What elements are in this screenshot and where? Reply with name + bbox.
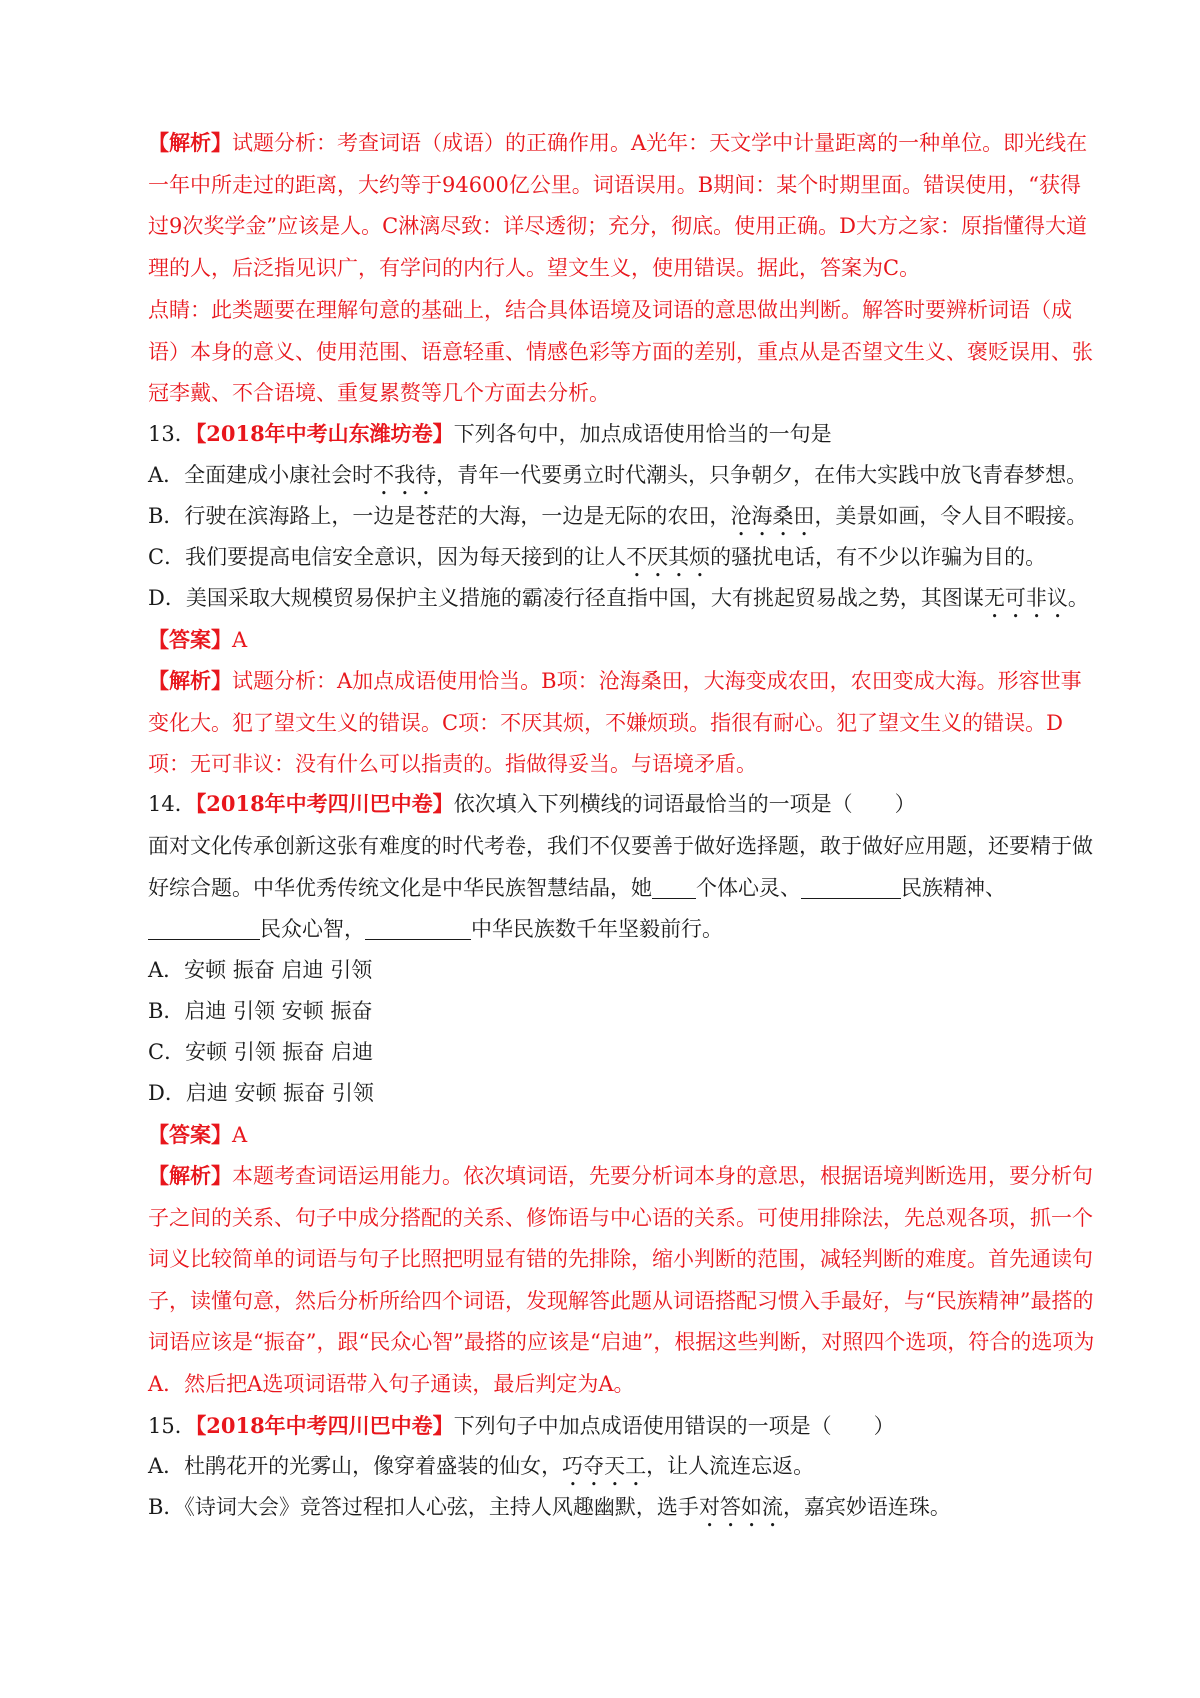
passage-text: 民族精神、 [901, 875, 1006, 900]
q14-source: 【2018年中考四川巴中卷】 [195, 791, 454, 816]
q12-analysis [148, 122, 1098, 289]
q14-number: 14． [148, 792, 196, 816]
dotted-idiom: 不厌其烦 [626, 545, 711, 569]
analysis-label: 【解析】 [148, 1163, 232, 1188]
passage-text: 面对文化传承创新这张有难度的时代考卷，我们不仅要善于做好选择题，敢于做好应用题，还要精于做好综合题。中华优秀传统文化是中华民族智慧结晶，她 [148, 834, 1093, 900]
q12-analysis-text: 试题分析：考查词语（成语）的正确作用。A光年：天文学中计量距离的一种单位。即光线在一年中所走过的距离，大约等于94600亿公里。词语误用。B期间：某个时期里面。错误使用，“获得过9次奖学金”应该是人。C淋漓尽致：详尽透彻；充分，彻底。使用正确。D大方之家：原指懂得大道理的人，后泛指见识广，有学问的内行人。望文生义，使用错误。据此，答案为C。 [148, 131, 1088, 280]
option-text: A．杜鹃花开的光雾山，像穿着盛装的仙女， [148, 1454, 563, 1478]
dotted-idiom: 巧夺天工 [562, 1454, 647, 1478]
dotted-idiom: 对答如流 [698, 1495, 783, 1519]
q14-passage [148, 826, 1098, 951]
q13-option-a [148, 455, 1098, 500]
q15-option-a [148, 1446, 1098, 1491]
option-text: 。 [1067, 586, 1089, 610]
answer-label: 【答案】 [148, 1122, 232, 1147]
answer-value: A [232, 1123, 248, 1147]
answer-label: 【答案】 [148, 627, 232, 652]
fill-blank [652, 877, 696, 899]
q13-option-d [148, 578, 1108, 623]
fill-blank [801, 877, 901, 899]
q15-number: 15． [148, 1414, 196, 1438]
q14-option-c: C．安顿 引领 振奋 启迪 [148, 1040, 374, 1064]
option-text: ，让人流连忘返。 [646, 1454, 815, 1478]
passage-text: 个体心灵、 [696, 875, 801, 900]
analysis-label: 【解析】 [148, 668, 232, 693]
q13-stem-text: 下列各句中，加点成语使用恰当的一句是 [453, 422, 832, 446]
analysis-text: 本题考查词语运用能力。依次填词语，先要分析词本身的意思，根据语境判断选用，要分析句子之间的关系、句子中成分搭配的关系、修饰语与中心语的关系。可使用排除法，先总观各项，抓一个词义比较简单的词语与句子比照把明显有错的先排除，缩小判断的范围，减轻判断的难度。首先通读句子，读懂句意，然后分析所给四个词语，发现解答此题从词语搭配习惯入手最好，与“民族精神”最搭的词语应该是“振奋”，跟“民众心智”最搭的应该是“启迪”，根据这些判断，对照四个选项，符合的选项为A．然后把A选项词语带入句子通读，最后判定为A。 [148, 1164, 1095, 1396]
q13-option-b [148, 496, 1098, 541]
dotted-idiom: 无可非议 [983, 586, 1068, 610]
q14-stem [148, 783, 1098, 826]
option-text: 的骚扰电话，有不少以诈骗为目的。 [710, 545, 1047, 569]
option-text: D．美国采取大规模贸易保护主义措施的霸凌行径直指中国，大有挑起贸易战之势，其图谋 [148, 586, 984, 610]
q15-option-b [148, 1487, 1098, 1532]
passage-text: 中华民族数千年坚毅前行。 [471, 917, 723, 941]
option-text: ，美景如画，令人目不暇接。 [814, 504, 1088, 528]
dotted-idiom: 不我待 [373, 463, 437, 487]
passage-text: 民众心智， [260, 917, 365, 941]
q14-option-a: A．安顿 振奋 启迪 引领 [148, 958, 373, 982]
option-text: C．我们要提高电信安全意识，因为每天接到的让人 [148, 545, 627, 569]
option-text: B．《诗词大会》竞答过程扣人心弦，主持人风趣幽默，选手 [148, 1495, 699, 1519]
q14-option-d: D．启迪 安顿 振奋 引领 [148, 1081, 374, 1105]
q12-tip: 点睛：此类题要在理解句意的基础上，结合具体语境及词语的意思做出判断。解答时要辨析词语（成语）本身的意义、使用范围、语意轻重、情感色彩等方面的差别，重点从是否望文生义、褒贬误用、张冠李戴、不合语境、重复累赘等几个方面去分析。 [148, 298, 1093, 405]
q13-option-c [148, 537, 1098, 582]
q14-stem-text: 依次填入下列横线的词语最恰当的一项是（ ） [453, 792, 916, 816]
q13-answer [148, 619, 1098, 662]
analysis-text: 试题分析：A加点成语使用恰当。B项：沧海桑田，大海变成农田，农田变成大海。形容世事变化大。犯了望文生义的错误。C项：不厌其烦，不嫌烦琐。指很有耐心。犯了望文生义的错误。D项：无可非议：没有什么可以指责的。指做得妥当。与语境矛盾。 [148, 669, 1082, 776]
option-text: ，青年一代要勇立时代潮头，只争朝夕，在伟大实践中放飞青春梦想。 [436, 463, 1088, 487]
option-text: ，嘉宾妙语连珠。 [782, 1495, 951, 1519]
q13-number: 13． [148, 422, 196, 446]
q14-option-b: B．启迪 引领 安顿 振奋 [148, 999, 373, 1023]
q15-stem-text: 下列句子中加点成语使用错误的一项是（ ） [453, 1414, 895, 1438]
q15-source: 【2018年中考四川巴中卷】 [195, 1413, 454, 1438]
fill-blank [365, 918, 471, 940]
q13-stem [148, 413, 1098, 456]
q14-analysis [148, 1155, 1098, 1405]
q13-source: 【2018年中考山东潍坊卷】 [195, 421, 454, 446]
q14-answer [148, 1114, 1098, 1157]
q13-analysis [148, 660, 1098, 786]
q12-analysis-label: 【解析】 [148, 130, 232, 155]
option-text: A．全面建成小康社会时 [148, 463, 374, 487]
option-text: B．行驶在滨海路上，一边是苍茫的大海，一边是无际的农田， [148, 504, 731, 528]
q15-stem [148, 1405, 1098, 1448]
dotted-idiom: 沧海桑田 [730, 504, 815, 528]
answer-value: A [232, 628, 248, 652]
fill-blank [148, 918, 260, 940]
